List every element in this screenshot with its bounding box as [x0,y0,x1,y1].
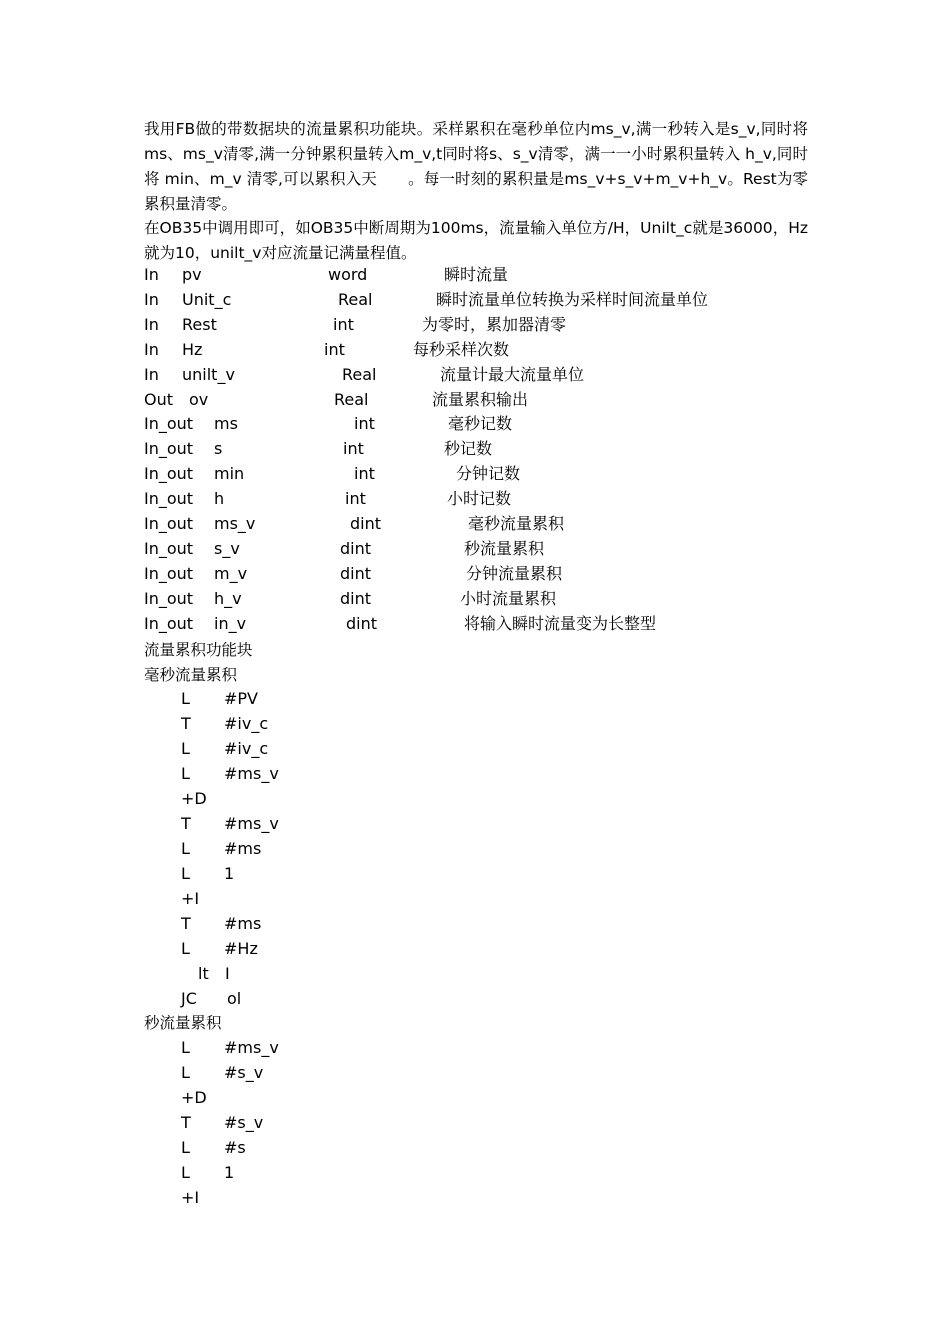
code-op: L [181,739,190,758]
code-op: L [181,1138,190,1157]
code-arg: #Hz [224,939,258,958]
param-name: Unit_c [182,290,232,309]
param-description: 为零时，累加器清零 [422,315,567,334]
code-arg: ol [227,989,242,1008]
code-arg: #ms [224,914,262,933]
code-op: +I [181,889,200,908]
param-description: 分钟记数 [456,464,521,483]
code-arg: #ms_v [224,764,279,783]
param-direction: In_out [144,464,194,483]
param-type: int [345,489,366,508]
param-type: Real [334,390,369,409]
code-op: T [181,814,191,833]
param-direction: In [144,265,159,284]
code-arg: #s [224,1138,246,1157]
param-name: m_v [214,564,248,583]
param-direction: In_out [144,489,194,508]
param-type: dint [340,539,372,558]
code-op: +I [181,1188,200,1207]
intro-paragraph-1: 我用FB做的带数据块的流量累积功能块。采样累积在毫秒单位内ms_v,满一秒转入是s_v,同时将ms、ms_v清零,满一分钟累积量转入m_v,t同时将s、s_v清零，满一一小时累积量转入 h_v,同时将 min、m_v 清零,可以累积入天 。每一时刻的累积量是ms_v+s_v+m_v+h_v。Rest为零累积量清零。 [144,120,808,213]
param-description: 将输入瞬时流量变为长整型 [464,614,657,633]
param-type: int [333,315,354,334]
param-description: 分钟流量累积 [466,564,563,583]
param-type: dint [340,564,372,583]
param-name: min [214,464,245,483]
section-title: 秒流量累积 [144,1014,222,1032]
param-description: 小时流量累积 [460,589,557,608]
param-type: int [343,439,364,458]
param-description: 秒流量累积 [464,539,545,558]
param-type: word [328,265,368,284]
code-op: L [181,939,190,958]
code-arg: #ms_v [224,814,279,833]
param-direction: In [144,315,159,334]
code-arg: 1 [224,1163,235,1182]
param-description: 瞬时流量单位转换为采样时间流量单位 [436,290,709,309]
block-title: 流量累积功能块 [144,641,253,659]
param-name: ov [189,390,209,409]
param-type: Real [342,365,377,384]
code-op: T [181,914,191,933]
param-name: h [214,489,225,508]
param-direction: In_out [144,414,194,433]
code-op: L [181,764,190,783]
param-type: int [324,340,345,359]
param-direction: In_out [144,539,194,558]
param-direction: In_out [144,439,194,458]
code-op: L [181,864,190,883]
param-description: 流量计最大流量单位 [440,365,585,384]
param-name: in_v [214,614,247,633]
param-direction: In_out [144,514,194,533]
section-title: 毫秒流量累积 [144,666,238,684]
param-name: ms_v [214,514,256,533]
param-description: 秒记数 [444,439,493,458]
code-arg: #ms [224,839,262,858]
param-name: s [214,439,223,458]
param-type: int [354,414,375,433]
param-type: dint [340,589,372,608]
param-name: Hz [182,340,203,359]
code-arg: I [225,964,230,983]
code-op: T [181,1113,191,1132]
code-op: L [181,1163,190,1182]
param-type: dint [350,514,382,533]
param-type: int [354,464,375,483]
code-op: L [181,1063,190,1082]
param-direction: In [144,290,159,309]
param-description: 毫秒流量累积 [468,514,565,533]
code-arg: #iv_c [224,714,269,733]
param-name: Rest [182,315,217,334]
code-arg: #s_v [224,1113,264,1132]
param-name: unilt_v [182,365,235,384]
code-op: JC [181,989,197,1008]
param-description: 瞬时流量 [444,265,509,284]
intro-paragraph-2: 在OB35中调用即可，如OB35中断周期为100ms，流量输入单位方/H，Unilt_c就是36000，Hz就为10，unilt_v对应流量记满量程值。 [144,219,808,262]
param-name: ms [214,414,238,433]
param-description: 每秒采样次数 [413,340,510,359]
code-op: L [181,839,190,858]
code-arg: #PV [224,689,258,708]
param-name: h_v [214,589,242,608]
param-type: dint [346,614,378,633]
param-direction: In [144,365,159,384]
param-name: pv [182,265,202,284]
code-arg: #s_v [224,1063,264,1082]
param-direction: In_out [144,589,194,608]
code-arg: 1 [224,864,235,883]
code-op: lt [198,964,209,983]
param-description: 流量累积输出 [432,390,529,409]
param-direction: In_out [144,614,194,633]
param-description: 毫秒记数 [448,414,513,433]
code-op: +D [181,789,207,808]
param-type: Real [338,290,373,309]
param-direction: In_out [144,564,194,583]
code-op: L [181,689,190,708]
param-name: s_v [214,539,240,558]
code-op: L [181,1038,190,1057]
code-arg: #iv_c [224,739,269,758]
code-arg: #ms_v [224,1038,279,1057]
code-op: +D [181,1088,207,1107]
param-direction: In [144,340,159,359]
code-op: T [181,714,191,733]
param-description: 小时记数 [447,489,512,508]
param-direction: Out [144,390,174,409]
